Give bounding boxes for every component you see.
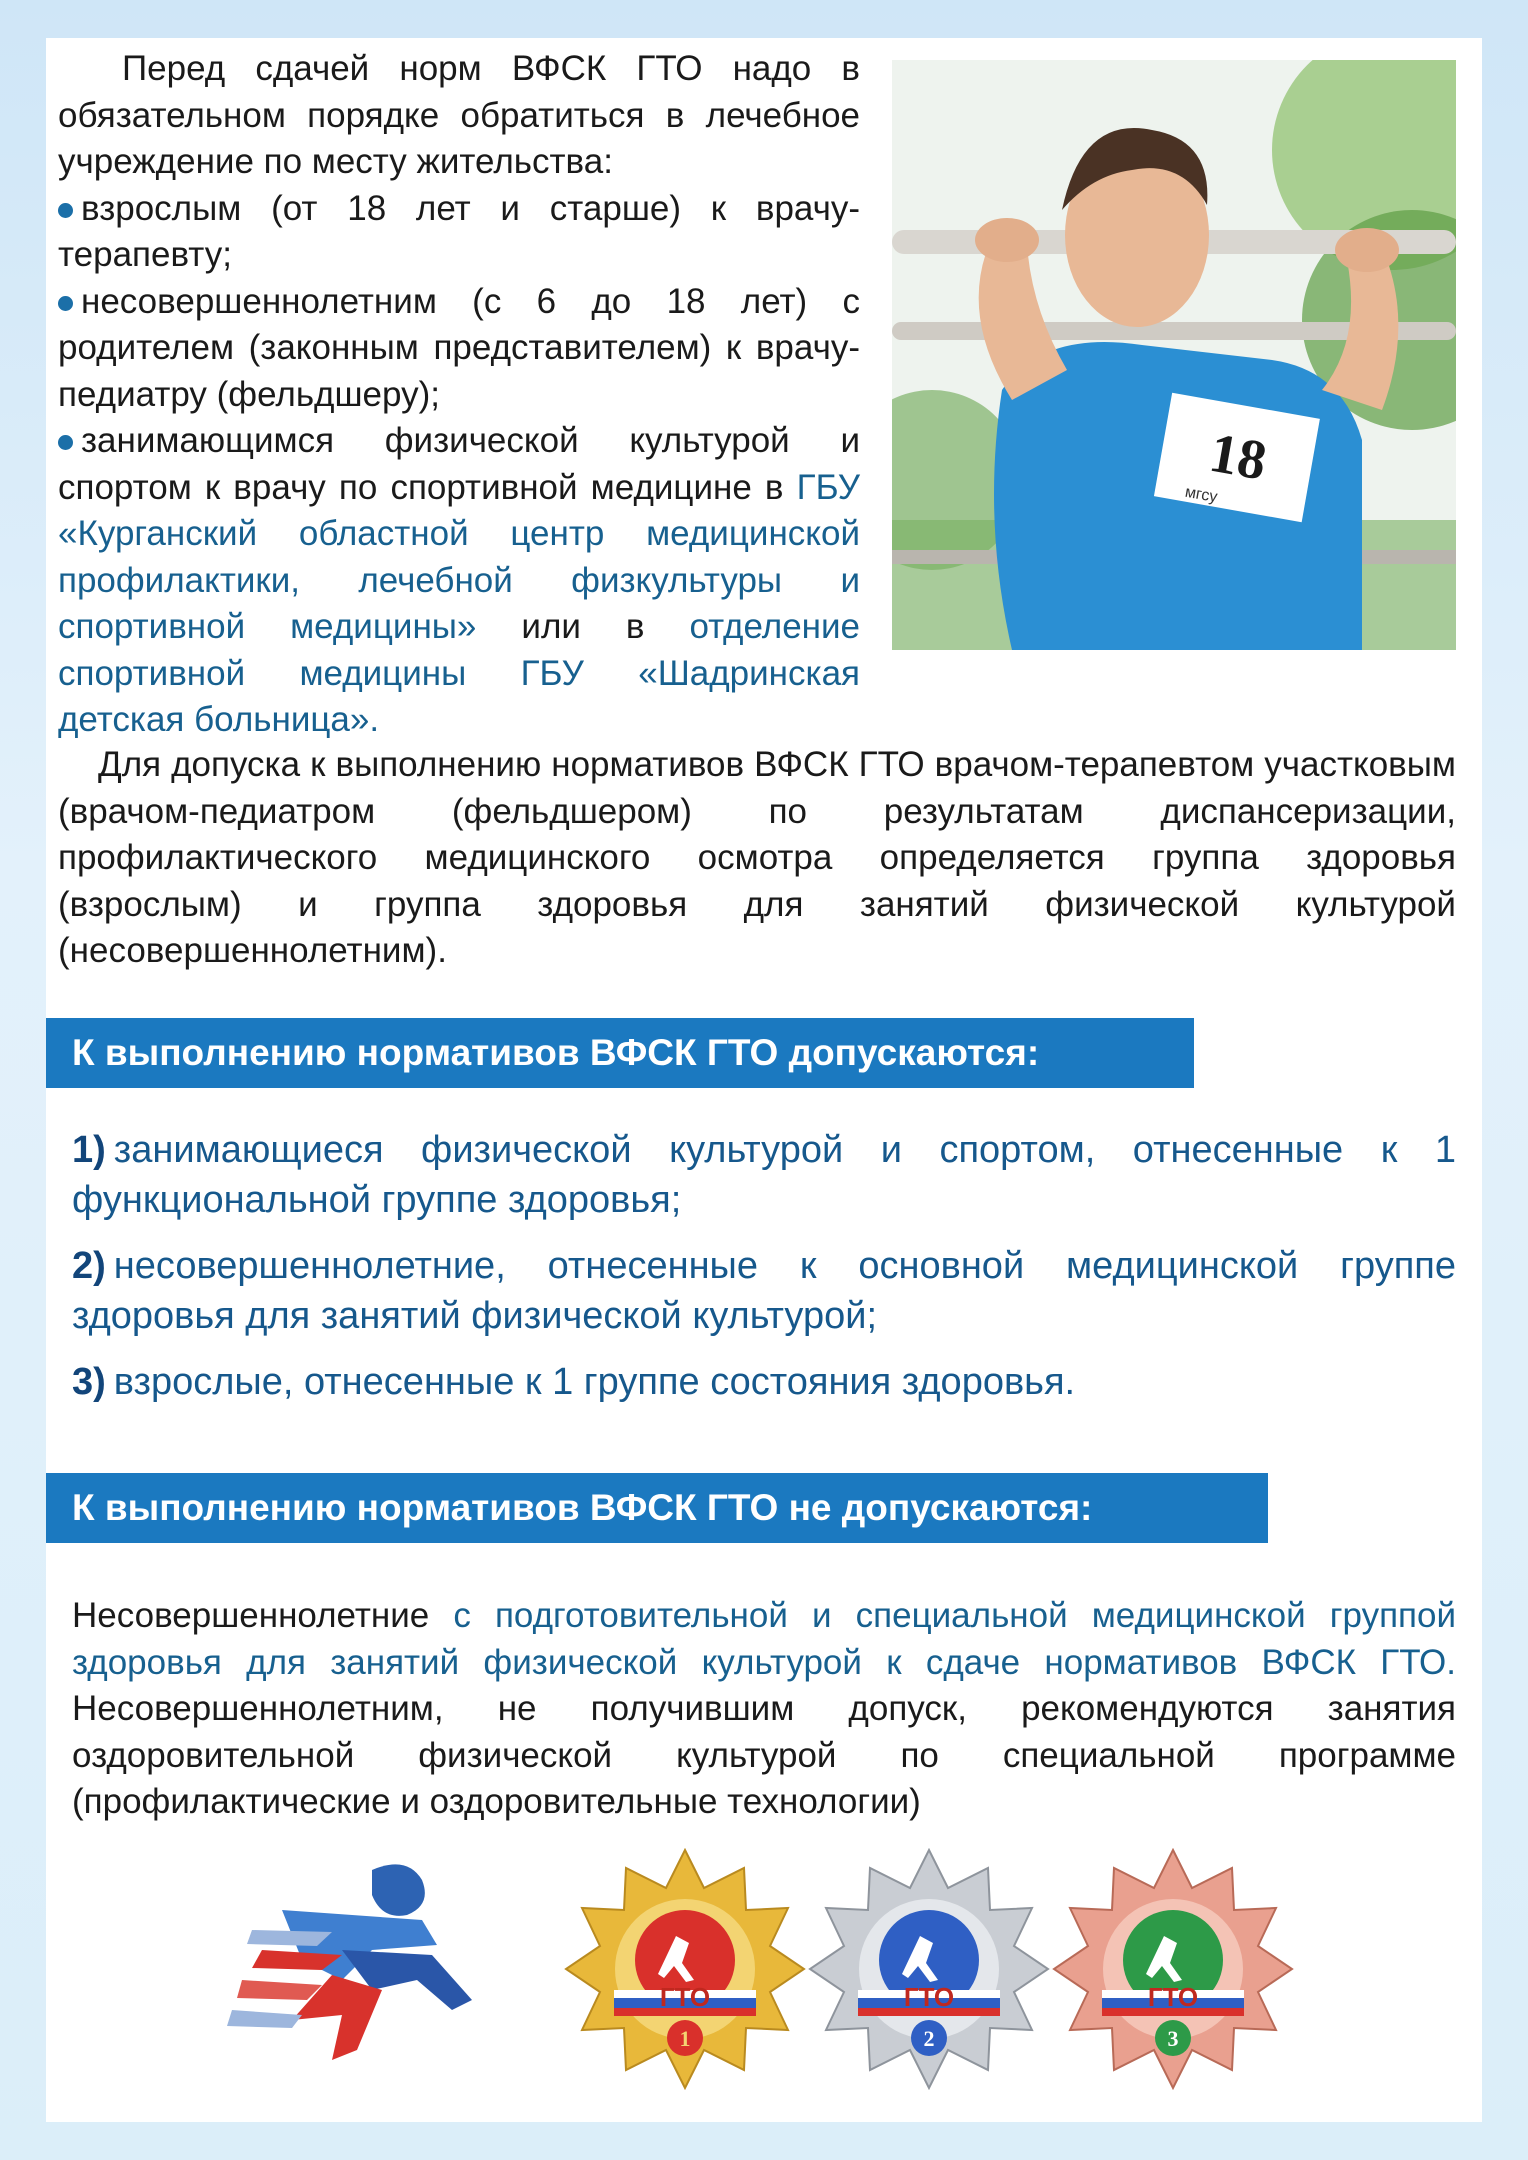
or-text: или в (521, 607, 645, 646)
gto-runner-logo-icon (222, 1850, 502, 2070)
badge-label: ГТО (903, 1982, 955, 2012)
admission-paragraph: Для допуска к выполнению нормативов ВФСК ГТО врачом-терапевтом участковым (врачом-педиатром (фельдшером) по результатам диспансеризации, профилактического медицинского осмотра определяется группа здоровья (взрослым) и группа здоровья для занятий физической культурой (несовершеннолетним). (58, 745, 1456, 970)
bib-number: 18 (1205, 421, 1271, 493)
not-allowed-paragraph (72, 1593, 1456, 1826)
bib-text: мгсу (1183, 483, 1219, 507)
gto-gold-badge-icon (564, 1848, 806, 2090)
not-allowed-highlight: с подготовительной и специальной медицинской группой здоровья для занятий физической культурой к сдаче нормативов ВФСК ГТО. (72, 1596, 1456, 1682)
org-shadrinsk-hospital: отделение спортивной медицины ГБУ «Шадринская детская больница». (58, 607, 861, 739)
not-allowed-lead: Несовершеннолетние (72, 1596, 430, 1635)
bullet-icon (58, 296, 73, 311)
not-allowed-rest: Несовершеннолетним, не получившим допуск, рекомендуются занятия оздоровительной физической культурой по специальной программе (профилактические и оздоровительные технологии) (72, 1689, 1456, 1821)
item-number: 2) (72, 1245, 106, 1287)
bullet-minors (58, 279, 860, 419)
allowed-heading: К выполнению нормативов ВФСК ГТО допускаются: (46, 1018, 1194, 1088)
bullet-adults (58, 186, 860, 279)
not-allowed-heading: К выполнению нормативов ВФСК ГТО не допускаются: (46, 1473, 1268, 1543)
item-text: несовершеннолетние, отнесенные к основной медицинской группе здоровья для занятий физической культурой; (72, 1245, 1456, 1337)
item-text: взрослые, отнесенные к 1 группе состояния здоровья. (113, 1361, 1076, 1403)
allowed-list (72, 1125, 1456, 1423)
badge-number: 2 (923, 2026, 935, 2051)
item-text: занимающиеся физической культурой и спортом, отнесенные к 1 функциональной группе здоровья; (72, 1129, 1456, 1221)
bullet-icon (58, 435, 73, 450)
list-item (72, 1125, 1456, 1225)
badge-label: ГТО (659, 1982, 711, 2012)
gto-bronze-badge-icon (1052, 1848, 1294, 2090)
badge-number: 1 (679, 2026, 691, 2051)
bullet-adults-text: взрослым (от 18 лет и старше) к врачу-терапевту; (58, 188, 860, 274)
intro-text (58, 46, 860, 744)
item-number: 3) (72, 1361, 106, 1403)
intro-lead: Перед сдачей норм ВФСК ГТО надо в обязательном порядке обратиться в лечебное учреждение по месту жительства: (58, 49, 860, 181)
bullet-icon (58, 203, 73, 218)
bullet-athletes-text: занимающимся физической культурой и спортом к врачу по спортивной медицине в (58, 421, 860, 507)
gto-silver-badge-icon (808, 1848, 1050, 2090)
org-kurgan-center: ГБУ «Курганский областной центр медицинской профилактики, лечебной физкультуры и спортивной медицины» (58, 467, 860, 646)
list-item (72, 1357, 1456, 1407)
item-number: 1) (72, 1129, 106, 1171)
list-item (72, 1241, 1456, 1341)
badge-label: ГТО (1147, 1982, 1199, 2012)
athlete-illustration (892, 60, 1456, 650)
athlete-photo (892, 60, 1456, 650)
badge-number: 3 (1167, 2026, 1179, 2051)
bullet-athletes (58, 418, 860, 744)
bullet-minors-text: несовершеннолетним (с 6 до 18 лет) с родителем (законным представителем) к врачу-педиатру (фельдшеру); (58, 281, 860, 414)
